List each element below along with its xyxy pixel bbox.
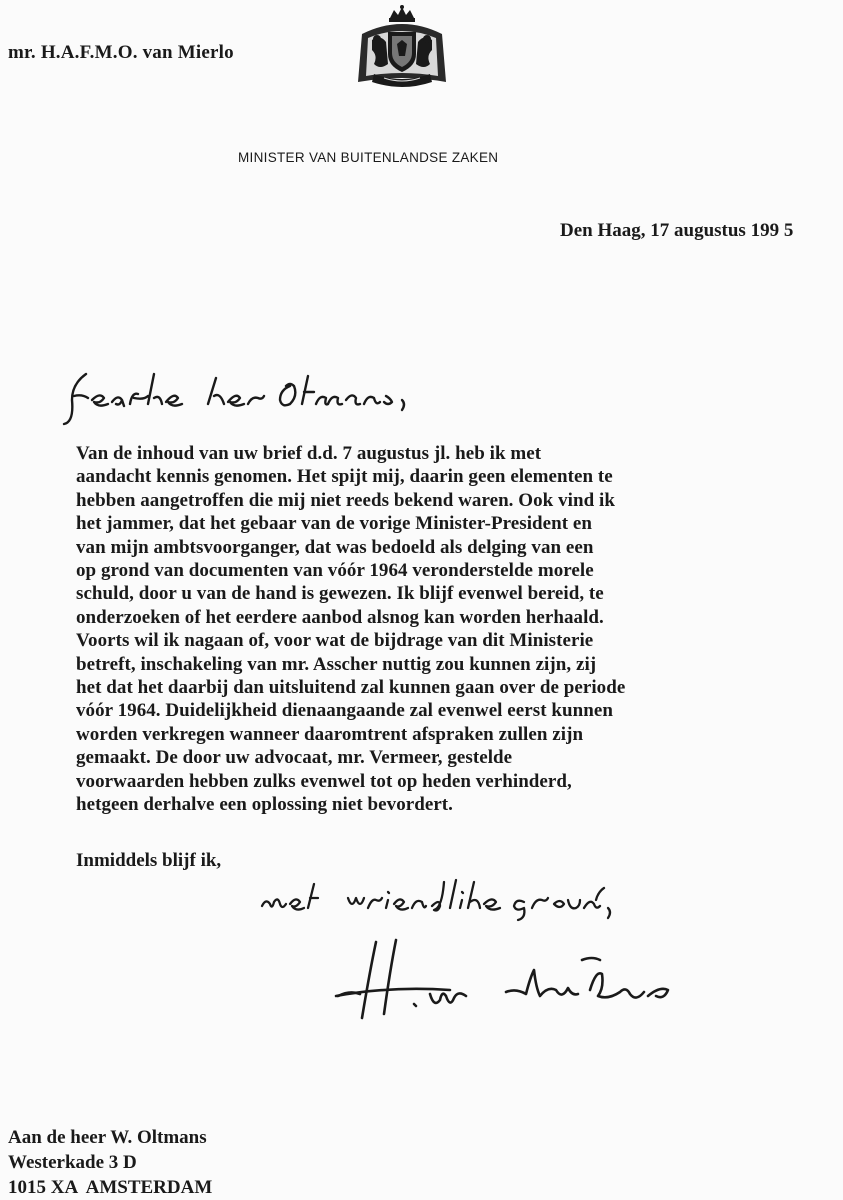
- recipient-address: [8, 1125, 212, 1200]
- body-line: hetgeen derhalve een oplossing niet bevordert.: [76, 794, 453, 816]
- body-line: op grond van documenten van vóór 1964 veronderstelde morele: [76, 560, 594, 582]
- address-line: Westerkade 3 D: [8, 1152, 137, 1173]
- body-line: onderzoeken of het eerdere aanbod alsnog kan worden herhaald.: [76, 606, 604, 628]
- body-line: het jammer, dat het gebaar van de vorige Minister-President en: [76, 513, 593, 535]
- handwritten-salutation: [58, 360, 418, 430]
- handwritten-greeting: [256, 868, 626, 922]
- ministry-title: MINISTER VAN BUITENLANDSE ZAKEN: [238, 150, 499, 165]
- body-line: worden verkregen wanneer daaromtrent afspraken zullen zijn: [76, 723, 584, 745]
- letter-body: [76, 442, 836, 817]
- body-line: vóór 1964. Duidelijkheid dienaangaande zal evenwel eerst kunnen: [76, 700, 613, 722]
- body-line: aandacht kennis genomen. Het spijt mij, daarin geen elementen te: [76, 466, 613, 488]
- body-line: schuld, door u van de hand is gewezen. Ik blijf evenwel bereid, te: [76, 583, 604, 605]
- signature: [330, 930, 710, 1026]
- body-line: gemaakt. De door uw advocaat, mr. Vermeer, gestelde: [76, 747, 513, 769]
- letter-date: Den Haag, 17 augustus 199 5: [560, 220, 794, 241]
- body-line: hebben aangetroffen die mij niet reeds bekend waren. Ook vind ik: [76, 489, 615, 511]
- body-line: Voorts wil ik nagaan of, voor wat de bijdrage van dit Ministerie: [76, 630, 594, 652]
- address-line: Aan de heer W. Oltmans: [8, 1127, 207, 1148]
- body-line: voorwaarden hebben zulks evenwel tot op heden verhinderd,: [76, 770, 572, 792]
- body-line: van mijn ambtsvoorganger, dat was bedoeld als delging van een: [76, 536, 594, 558]
- body-line: betreft, inschakeling van mr. Asscher nuttig zou kunnen zijn, zij: [76, 653, 597, 675]
- closing-line: Inmiddels blijf ik,: [76, 850, 222, 871]
- body-line: het dat het daarbij dan uitsluitend zal kunnen gaan over de periode: [76, 677, 626, 699]
- address-line: 1015 XA AMSTERDAM: [8, 1177, 213, 1198]
- coat-of-arms-icon: [344, 4, 460, 90]
- body-line: Van de inhoud van uw brief d.d. 7 augustus jl. heb ik met: [76, 443, 542, 464]
- sender-name: mr. H.A.F.M.O. van Mierlo: [8, 42, 234, 63]
